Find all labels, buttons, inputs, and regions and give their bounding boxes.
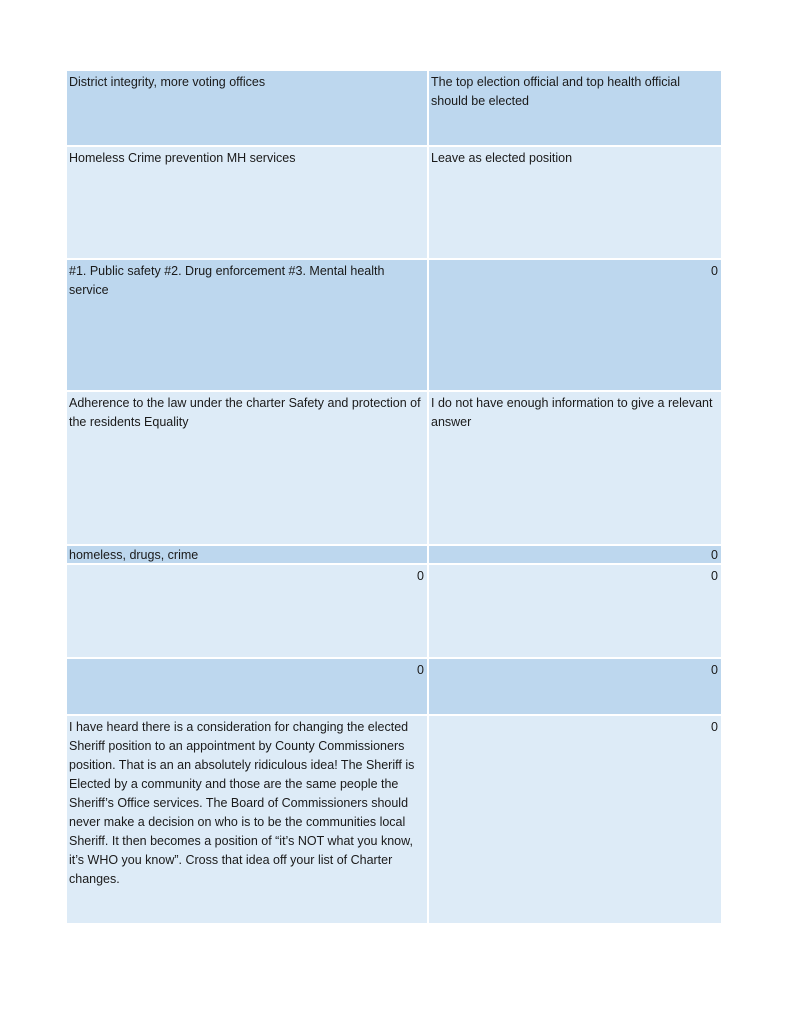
- table-row: [67, 659, 721, 716]
- survey-response-table: [67, 71, 721, 925]
- table-row: [67, 392, 721, 546]
- table-row: [67, 565, 721, 659]
- table-cell-right: 0: [429, 546, 721, 565]
- table-row: [67, 260, 721, 392]
- table-cell-right: 0: [429, 260, 721, 392]
- table-cell-left: Adherence to the law under the charter Safety and protection of the residents Equality: [67, 392, 429, 546]
- table-cell-left: I have heard there is a consideration for changing the elected Sheriff position to an appointment by County Commissioners position. That is an an absolutely ridiculous idea! The Sheriff is Elected by a community and those are the same people the Sheriff’s Office services. The Board of Commissioners should never make a decision on who is to be the communities local Sheriff. It then becomes a position of “it’s NOT what you know, it’s WHO you know”. Cross that idea off your list of Charter changes.: [67, 716, 429, 925]
- table-cell-right: I do not have enough information to give a relevant answer: [429, 392, 721, 546]
- table-cell-left: District integrity, more voting offices: [67, 71, 429, 147]
- table-cell-left: homeless, drugs, crime: [67, 546, 429, 565]
- table-cell-left: Homeless Crime prevention MH services: [67, 147, 429, 260]
- table-row: [67, 716, 721, 925]
- table-cell-right: 0: [429, 659, 721, 716]
- table-cell-right: 0: [429, 716, 721, 925]
- table-cell-right: The top election official and top health official should be elected: [429, 71, 721, 147]
- table-cell-right: 0: [429, 565, 721, 659]
- table-cell-left: #1. Public safety #2. Drug enforcement #3. Mental health service: [67, 260, 429, 392]
- table-row: [67, 71, 721, 147]
- table-cell-left: 0: [67, 565, 429, 659]
- table-row: [67, 147, 721, 260]
- table-row: [67, 546, 721, 565]
- table-cell-right: Leave as elected position: [429, 147, 721, 260]
- table-cell-left: 0: [67, 659, 429, 716]
